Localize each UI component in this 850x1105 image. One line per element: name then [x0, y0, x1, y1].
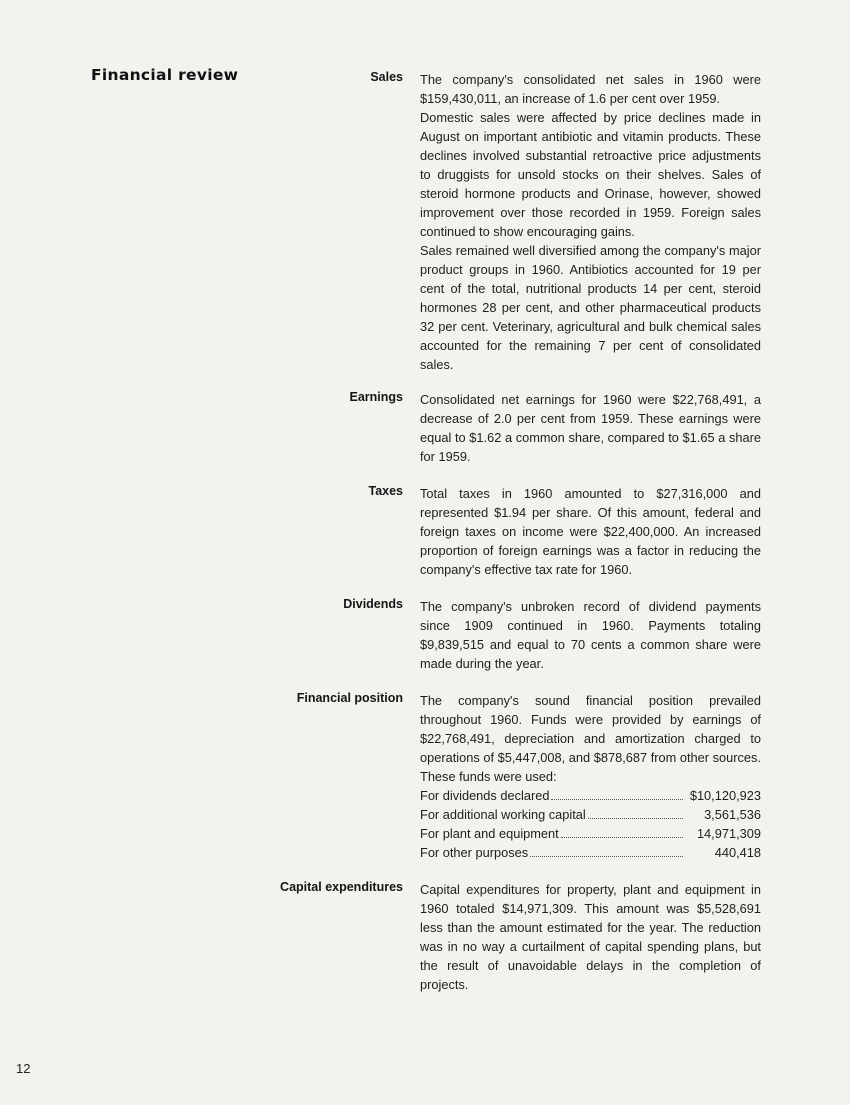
paragraph: The company's consolidated net sales in 1960 were $159,430,011, an increase of 1.6 per cent over 1959. — [420, 72, 761, 106]
section-label-financial-position: Financial position — [296, 691, 403, 705]
funds-used-table — [420, 786, 761, 862]
funds-used-amount: 14,971,309 — [696, 826, 761, 841]
paragraph: The company's unbroken record of dividend payments since 1909 continued in 1960. Payments totaling $9,839,515 and equal to 70 cents a common share were made during the year. — [420, 599, 761, 671]
funds-used-label: For additional working capital — [420, 807, 586, 822]
section-body-taxes — [420, 484, 761, 579]
funds-used-amount: 3,561,536 — [704, 807, 761, 822]
dot-leader — [551, 799, 683, 800]
paragraph: Domestic sales were affected by price declines made in August on important antibiotic and vitamin products. These declines involved substantial retroactive price adjustments to druggists for unsold stocks on their shelves. Sales of steroid hormone products and Orinase, however, showed improvement over those recorded in 1959. Foreign sales continued to show encouraging gains. — [420, 110, 761, 239]
paragraph: The company's sound financial position prevailed throughout 1960. Funds were provided by earnings of $22,768,491, depreciation and amortization charged to operations of $5,447,008, and $878,687 from other sources. These funds were used: — [420, 693, 761, 784]
paragraph: Capital expenditures for property, plant and equipment in 1960 totaled $14,971,309. This amount was $5,528,691 less than the amount estimated for the year. The reduction was in no way a curtailment of capital spending plans, but the result of unavoidable delays in the completion of projects. — [420, 882, 761, 992]
page-number: 12 — [16, 1061, 31, 1076]
funds-used-label: For plant and equipment — [420, 826, 559, 841]
paragraph: Sales remained well diversified among the company's major product groups in 1960. Antibiotics accounted for 19 per cent of the total, nutritional products 14 per cent, steroid hormones 28 per cent, and other pharmaceutical products 32 per cent. Veterinary, agricultural and bulk chemical sales accounted for the remaining 7 per cent of consolidated sales. — [420, 243, 761, 372]
section-label-capital-expenditures: Capital expenditures — [280, 880, 403, 894]
section-label-dividends: Dividends — [343, 597, 403, 611]
section-label-sales: Sales — [370, 70, 403, 84]
paragraph: Consolidated net earnings for 1960 were $22,768,491, a decrease of 2.0 per cent from 1959. These earnings were equal to $1.62 a common share, compared to $1.65 a share for 1959. — [420, 392, 761, 464]
funds-used-label: For other purposes — [420, 845, 529, 860]
funds-used-amount: $10,120,923 — [689, 788, 761, 803]
paragraph: Total taxes in 1960 amounted to $27,316,000 and represented $1.94 per share. Of this amount, federal and foreign taxes on income were $22,400,000. An increased proportion of foreign earnings was a factor in reducing the company's effective tax rate for 1960. — [420, 486, 761, 577]
section-label-taxes: Taxes — [368, 484, 403, 498]
dot-leader — [561, 837, 683, 838]
funds-used-row — [420, 805, 761, 824]
section-body-dividends — [420, 597, 761, 673]
funds-used-label: For dividends declared — [420, 788, 550, 803]
section-label-earnings: Earnings — [349, 390, 403, 404]
dot-leader — [530, 856, 683, 857]
section-body-capital-expenditures — [420, 880, 761, 994]
funds-used-amount: 440,418 — [714, 845, 761, 860]
dot-leader — [588, 818, 683, 819]
page-title: Financial review — [91, 66, 239, 84]
funds-used-row — [420, 786, 761, 805]
funds-used-row — [420, 824, 761, 843]
funds-used-row — [420, 843, 761, 862]
section-body-financial-position — [420, 691, 761, 862]
section-body-sales — [420, 70, 761, 374]
section-body-earnings — [420, 390, 761, 466]
